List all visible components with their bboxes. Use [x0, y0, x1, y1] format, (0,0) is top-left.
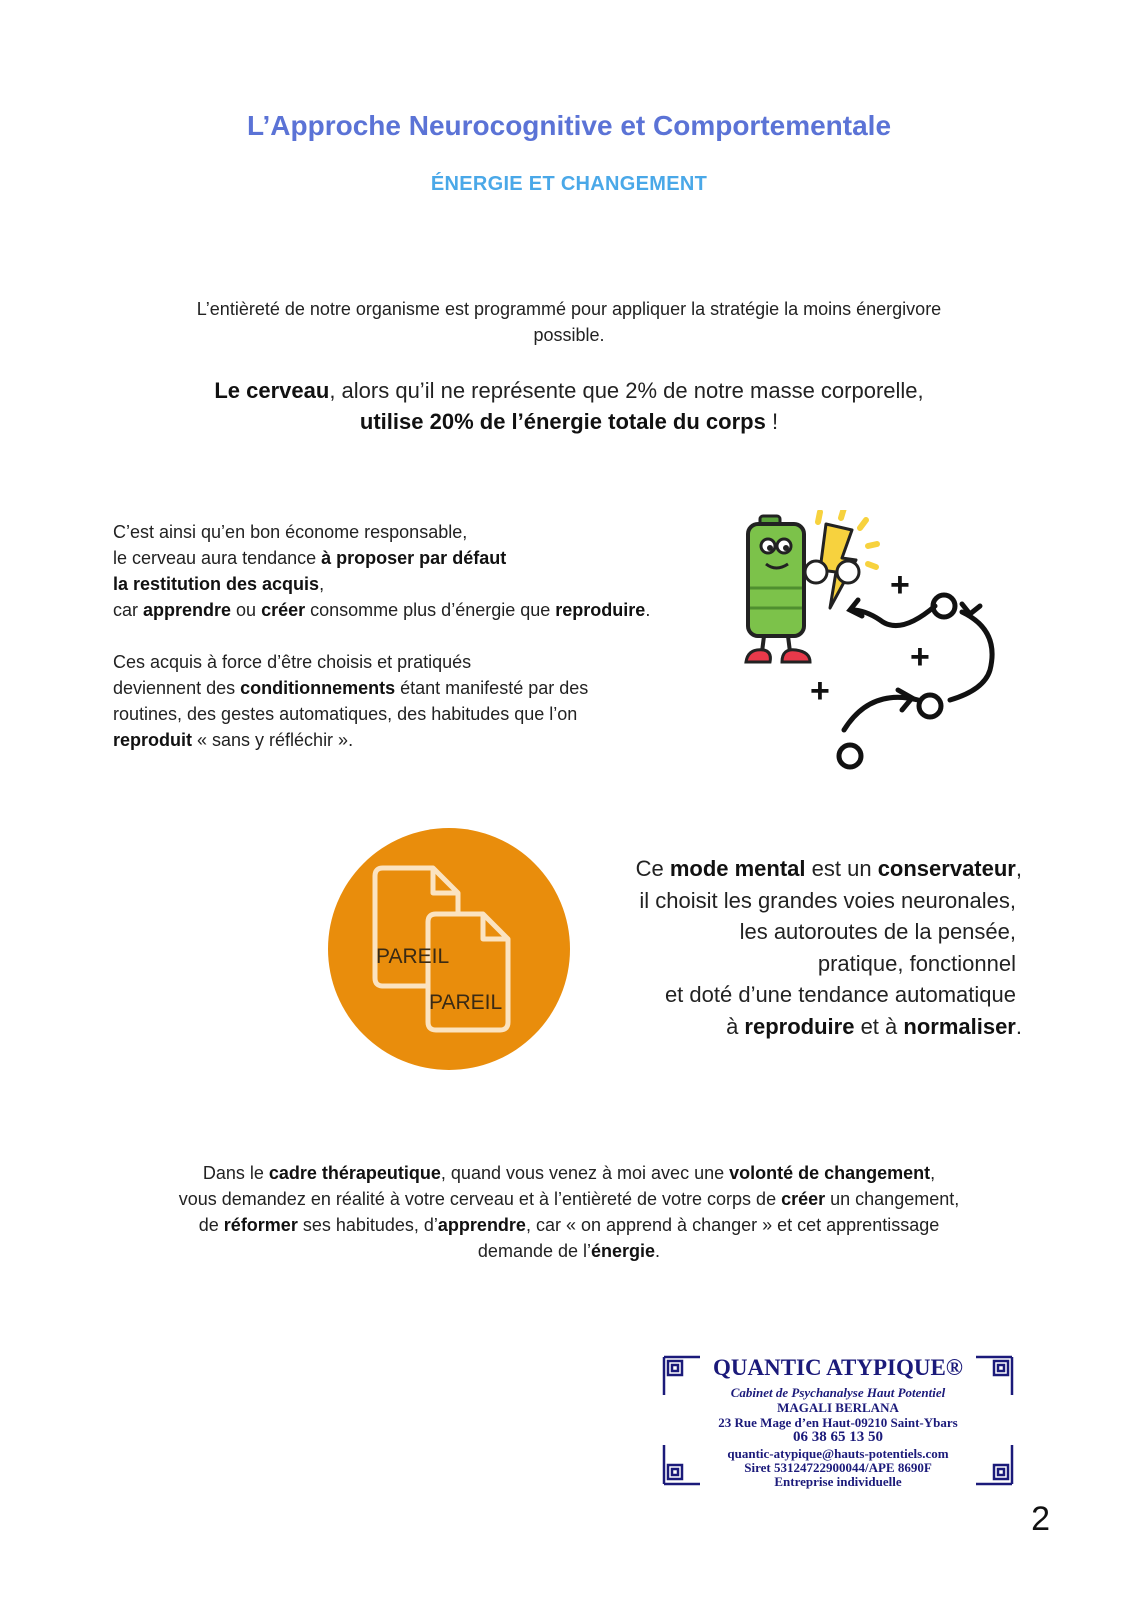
stamp-line: 06 38 65 13 50	[793, 1429, 883, 1445]
brain-line-1: Le cerveau, alors qu’il ne représente que 2% de notre masse corporelle,	[214, 378, 924, 403]
plus-icon: +	[810, 672, 830, 710]
text-line: pratique, fonctionnel	[817, 950, 1016, 976]
plus-icon: +	[910, 638, 930, 676]
stamp-line: Siret 53124722900044/APE 8690F	[744, 1460, 932, 1475]
brain-statement	[100, 375, 1038, 437]
conditioning-paragraph	[113, 649, 753, 753]
text-line: routines, des gestes automatiques, des habitudes que l’on	[113, 704, 578, 724]
battery-mascot-illustration	[740, 510, 1030, 800]
text-line: vous demandez en réalité à votre cerveau et à l’entièreté de votre corps de créer un changement,	[178, 1189, 960, 1209]
page-title: L’Approche Neurocognitive et Comportementale	[246, 110, 892, 141]
economy-paragraph	[113, 519, 753, 623]
brain-line-2: utilise 20% de l’énergie totale du corps !	[359, 409, 779, 434]
intro-line: L’entièreté de notre organisme est programmé pour appliquer la stratégie la moins énergivore	[196, 299, 942, 319]
stamp-line: Cabinet de Psychanalyse Haut Potentiel	[730, 1385, 946, 1400]
text-line: et doté d’une tendance automatique	[664, 982, 1016, 1007]
intro-paragraph	[130, 296, 1008, 348]
text-line: C’est ainsi qu’en bon économe responsable,	[113, 522, 468, 542]
text-line: de réformer ses habitudes, d’apprendre, car « on apprend à changer » et cet apprentissage	[198, 1215, 940, 1235]
text-line: Dans le cadre thérapeutique, quand vous venez à moi avec une volonté de changement,	[202, 1163, 936, 1183]
doc-label: PAREIL	[376, 945, 450, 968]
text-line: Ces acquis à force d’être choisis et pratiqués	[113, 652, 472, 672]
intro-line: possible.	[533, 325, 605, 345]
plus-icon: +	[890, 566, 910, 604]
text-line: Ce mode mental est un conservateur,	[635, 856, 1022, 881]
therapy-paragraph	[100, 1160, 1038, 1264]
page-number: 2	[1031, 1500, 1050, 1538]
stamp-line: Entreprise individuelle	[774, 1474, 902, 1489]
stamp-company-name: QUANTIC ATYPIQUE®	[713, 1355, 963, 1380]
stamp-line: quantic-atypique@hauts-potentiels.com	[727, 1446, 949, 1461]
text-line: à reproduire et à normaliser.	[726, 1013, 1022, 1039]
stamp-line: MAGALI BERLANA	[777, 1400, 899, 1415]
page-subtitle: ÉNERGIE ET CHANGEMENT	[430, 173, 708, 195]
stamp-line: 23 Rue Mage d’en Haut-09210 Saint-Ybars	[718, 1415, 958, 1430]
text-line: demande de l’énergie.	[477, 1241, 661, 1261]
doc-label: PAREIL	[429, 991, 503, 1014]
mental-mode-paragraph	[502, 853, 1022, 1042]
company-stamp	[660, 1353, 1016, 1488]
battery-icon	[746, 516, 810, 662]
text-line: le cerveau aura tendance à proposer par défaut	[113, 548, 507, 568]
text-line: les autoroutes de la pensée,	[739, 919, 1016, 944]
text-line: il choisit les grandes voies neuronales,	[639, 887, 1016, 913]
text-line: car apprendre ou créer consomme plus d’énergie que reproduire.	[113, 600, 651, 620]
text-line: la restitution des acquis,	[113, 574, 325, 594]
text-line: deviennent des conditionnements étant manifesté par des	[113, 678, 589, 698]
text-line: reproduit « sans y réfléchir ».	[113, 730, 354, 750]
